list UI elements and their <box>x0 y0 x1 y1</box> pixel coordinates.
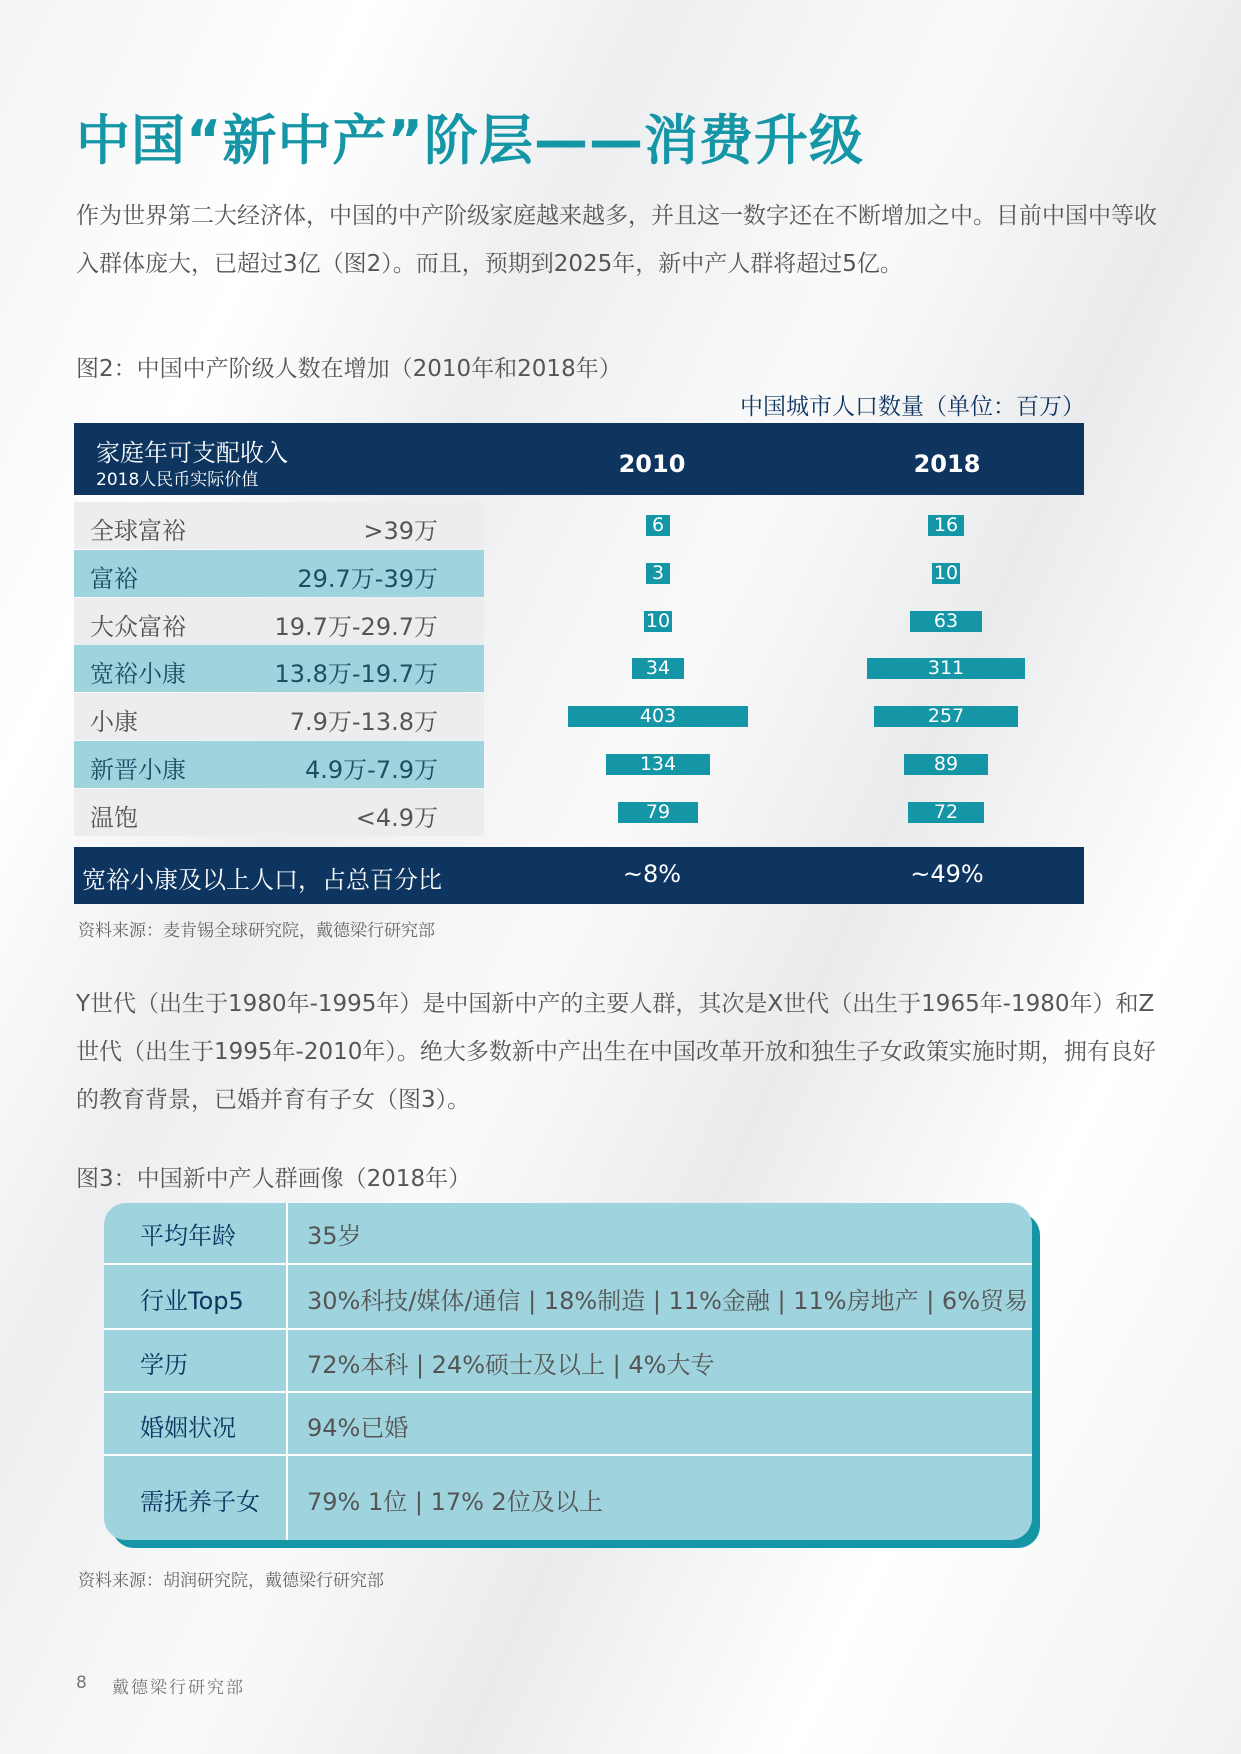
second-paragraph: Y世代（出生于1980年-1995年）是中国新中产的主要人群，其次是X世代（出生于1965年-1980年）和Z世代（出生于1995年-2010年）。绝大多数新中产出生在中国改革开放和独生子女政策实施时期，拥有良好的教育背景，已婚并育有子女（图3）。 <box>76 991 1156 1113</box>
income-row-range: 29.7万-39万 <box>297 564 438 593</box>
header-year-2018: 2018 <box>913 450 981 478</box>
bar-2010: 34 <box>632 658 684 679</box>
profile-row-value: 79% 1位 | 17% 2位及以上 <box>307 1488 603 1516</box>
income-row-range: 19.7万-29.7万 <box>274 612 438 641</box>
bar-2018: 89 <box>904 754 989 775</box>
figure2-source: 资料来源：麦肯锡全球研究院，戴德梁行研究部 <box>78 921 435 941</box>
profile-row-key: 婚姻状况 <box>140 1413 236 1442</box>
profile-row-value: 30%科技/媒体/通信 | 18%制造 | 11%金融 | 11%房地产 | 6%贸易 <box>307 1286 1028 1315</box>
footer-share-label: 宽裕小康及以上人口，占总百分比 <box>82 866 442 894</box>
income-row <box>74 693 484 740</box>
income-row-label: 富裕 <box>90 564 138 593</box>
figure2-unit-label: 中国城市人口数量（单位：百万） <box>740 394 1085 420</box>
income-row-label: 新晋小康 <box>90 756 186 784</box>
income-row-label: 全球富裕 <box>90 517 186 545</box>
bar-2018: 72 <box>908 802 984 823</box>
profile-row-key: 行业Top5 <box>140 1286 244 1315</box>
footer-share-2010: ~8% <box>622 860 682 888</box>
profile-row-key: 需抚养子女 <box>140 1488 260 1516</box>
income-row-range: 4.9万-7.9万 <box>305 756 438 784</box>
page-number: 8 <box>76 1673 89 1693</box>
income-row-label: 小康 <box>90 708 138 737</box>
footer-org: 戴德梁行研究部 <box>112 1678 245 1698</box>
figure2-caption: 图2：中国中产阶级人数在增加（2010年和2018年） <box>76 356 622 382</box>
income-row <box>74 789 484 836</box>
figure3-caption: 图3：中国新中产人群画像（2018年） <box>76 1166 472 1192</box>
profile-row-value: 35岁 <box>307 1222 362 1250</box>
income-row <box>74 741 484 788</box>
bar-2010: 134 <box>606 754 710 775</box>
income-row-range: <4.9万 <box>355 803 438 832</box>
income-row-range: 7.9万-13.8万 <box>289 708 438 737</box>
bar-2010: 10 <box>644 611 672 632</box>
income-row <box>74 502 484 549</box>
profile-row <box>104 1203 1032 1263</box>
income-row-label: 大众富裕 <box>90 612 186 641</box>
header-year-2010: 2010 <box>618 450 686 478</box>
bar-2018: 257 <box>874 706 1018 727</box>
intro-paragraph: 作为世界第二大经济体，中国的中产阶级家庭越来越多，并且这一数字还在不断增加之中。目前中国中等收入群体庞大，已超过3亿（图2）。而且，预期到2025年，新中产人群将超过5亿。 <box>76 203 1157 277</box>
header-income-label: 家庭年可支配收入 <box>96 439 288 467</box>
figure2-table-footer <box>74 847 1084 904</box>
figure2-table-header <box>74 423 1084 495</box>
profile-row <box>104 1391 1032 1454</box>
profile-row-value: 94%已婚 <box>307 1413 409 1442</box>
income-row <box>74 645 484 692</box>
income-row-label: 温饱 <box>90 803 138 832</box>
income-row <box>74 598 484 645</box>
profile-row-value: 72%本科 | 24%硕士及以上 | 4%大专 <box>307 1350 715 1379</box>
bar-2018: 311 <box>867 658 1025 679</box>
profile-card <box>104 1203 1032 1540</box>
profile-row-key: 平均年龄 <box>140 1222 236 1250</box>
bar-2018: 10 <box>932 563 960 584</box>
profile-row-key: 学历 <box>140 1350 188 1379</box>
profile-row <box>104 1263 1032 1328</box>
bar-2010: 403 <box>568 706 748 727</box>
profile-row <box>104 1454 1032 1540</box>
header-income-sublabel: 2018人民币实际价值 <box>96 470 259 490</box>
bar-2010: 6 <box>646 515 670 536</box>
bar-2010: 79 <box>618 802 698 823</box>
income-row-label: 宽裕小康 <box>90 660 186 689</box>
bar-2018: 16 <box>928 515 964 536</box>
income-row <box>74 550 484 597</box>
figure3-source: 资料来源：胡润研究院，戴德梁行研究部 <box>78 1571 384 1591</box>
bar-2010: 3 <box>646 563 670 584</box>
profile-row <box>104 1328 1032 1391</box>
footer-share-2018: ~49% <box>910 860 984 888</box>
bar-2018: 63 <box>910 611 981 632</box>
income-row-range: 13.8万-19.7万 <box>274 660 438 689</box>
page-title: 中国“新中产”阶层——消费升级 <box>76 109 864 172</box>
income-row-range: >39万 <box>363 517 438 545</box>
